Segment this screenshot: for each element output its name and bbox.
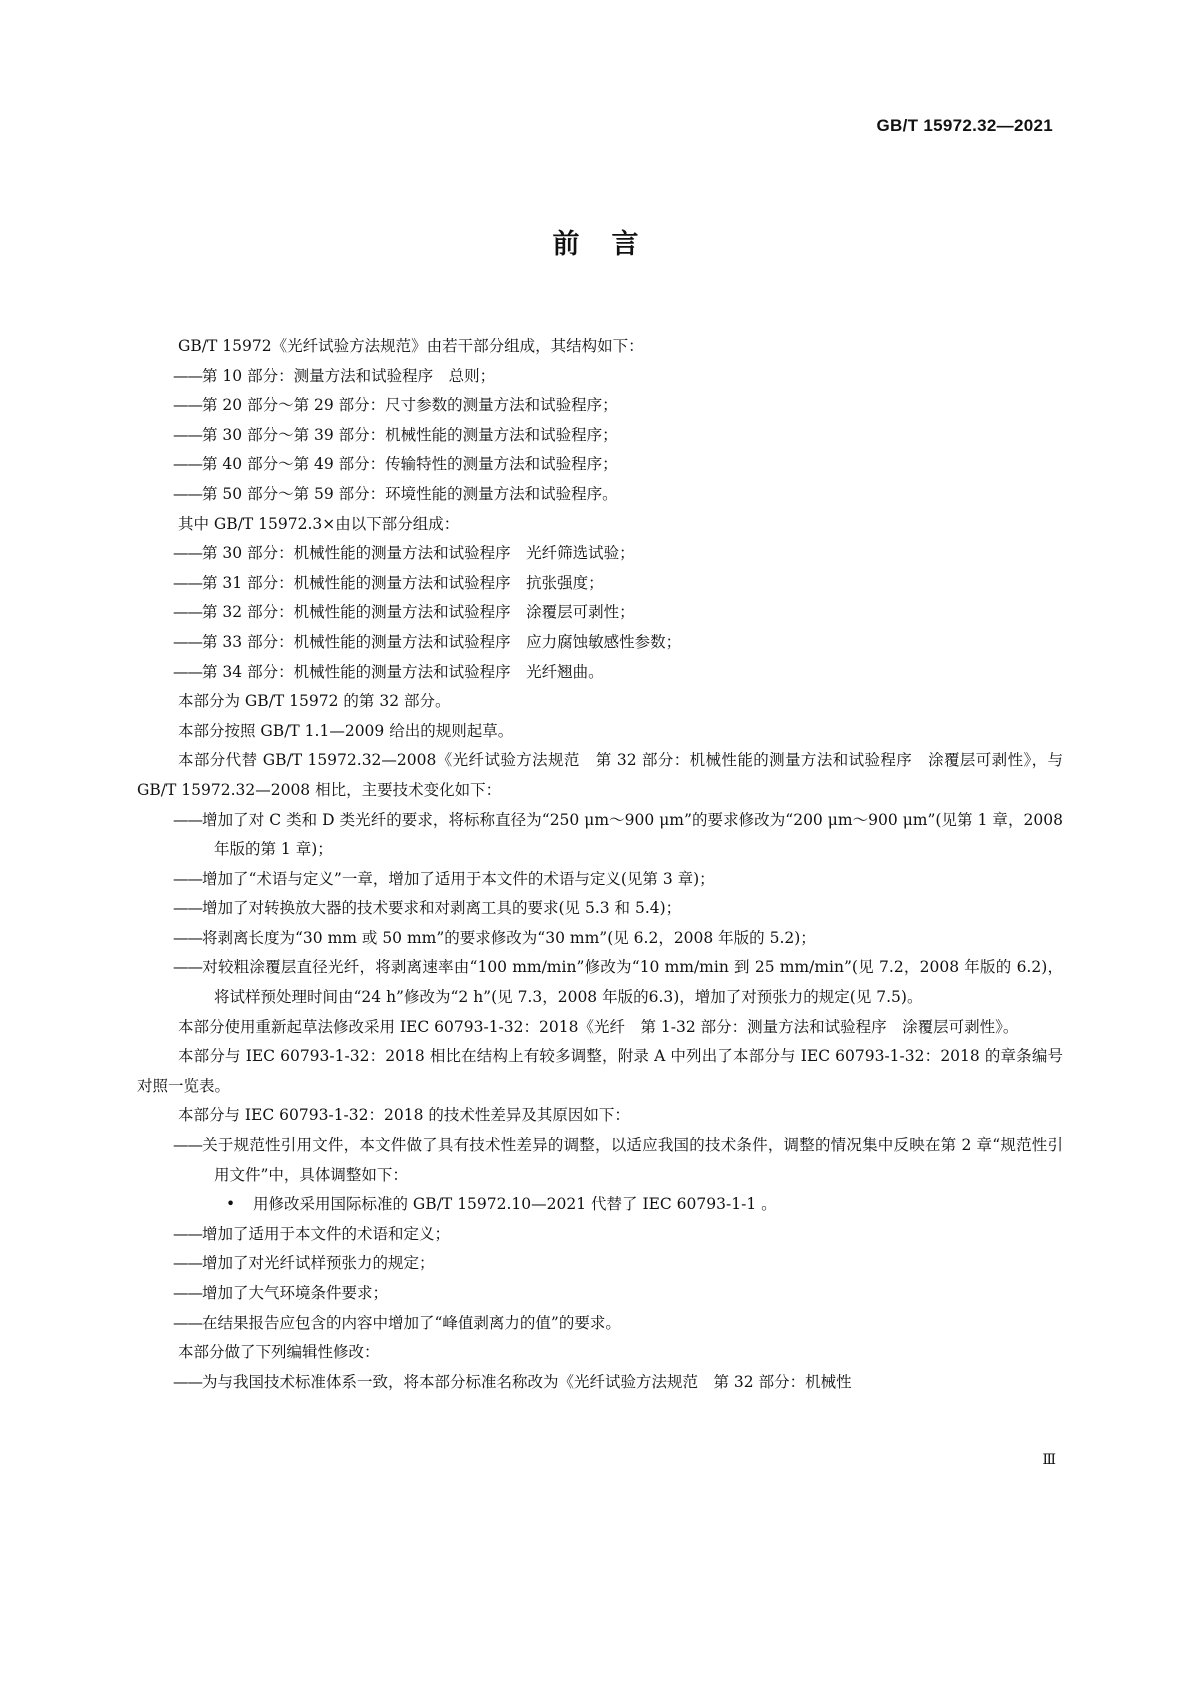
list-item: —— 在结果报告应包含的内容中增加了“峰值剥离力的值”的要求。 [137, 1309, 1063, 1339]
list-item: —— 第 34 部分：机械性能的测量方法和试验程序 光纤翘曲。 [137, 658, 1063, 688]
standard-number: GB/T 15972.32—2021 [876, 116, 1053, 135]
document-body [137, 332, 1063, 1397]
list-item: —— 为与我国技术标准体系一致，将本部分标准名称改为《光纤试验方法规范 第 32 部分：机械性 [137, 1368, 1063, 1398]
paragraph: 本部分按照 GB/T 1.1—2009 给出的规则起草。 [178, 721, 514, 740]
list-item: —— 第 32 部分：机械性能的测量方法和试验程序 涂覆层可剥性； [137, 598, 1063, 628]
list-item: —— 增加了对 C 类和 D 类光纤的要求，将标称直径为“250 μm～900 μm”的要求修改为“200 μm～900 μm”(见第 1 章，2008 年版的第 1 章)； [137, 806, 1063, 865]
paragraph: 本部分代替 GB/T 15972.32—2008《光纤试验方法规范 第 32 部分：机械性能的测量方法和试验程序 涂覆层可剥性》，与 GB/T 15972.32—2008 相比，主要技术变化如下： [137, 751, 1063, 799]
bullet-item [137, 1190, 1063, 1220]
list-item: —— 第 10 部分：测量方法和试验程序 总则； [137, 362, 1063, 392]
list-item: —— 第 33 部分：机械性能的测量方法和试验程序 应力腐蚀敏感性参数； [137, 628, 1063, 658]
list-item: —— 第 30 部分：机械性能的测量方法和试验程序 光纤筛选试验； [137, 539, 1063, 569]
paragraph: 本部分使用重新起草法修改采用 IEC 60793-1-32：2018《光纤 第 1-32 部分：测量方法和试验程序 涂覆层可剥性》。 [178, 1017, 1019, 1036]
list-item: —— 第 40 部分～第 49 部分：传输特性的测量方法和试验程序； [137, 450, 1063, 480]
bullet-text: 用修改采用国际标准的 GB/T 15972.10—2021 代替了 IEC 60793-1-1 。 [253, 1195, 777, 1214]
paragraph: 本部分与 IEC 60793-1-32：2018 相比在结构上有较多调整，附录 A 中列出了本部分与 IEC 60793-1-32：2018 的章条编号对照一览表。 [137, 1047, 1063, 1095]
list-item: —— 增加了适用于本文件的术语和定义； [137, 1220, 1063, 1250]
page-title: 前言 [552, 229, 671, 260]
list-item: —— 对较粗涂覆层直径光纤，将剥离速率由“100 mm/min”修改为“10 mm/min 到 25 mm/min”(见 7.2，2008 年版的 6.2)，将试样预处理时间由“24 h”修改为“2 h”(见 7.3，2008 年版的6.3)，增加了对预张力的规定(见 7.5)。 [137, 953, 1063, 1012]
list-item: —— 增加了大气环境条件要求； [137, 1279, 1063, 1309]
paragraph: 本部分做了下列编辑性修改： [178, 1343, 380, 1362]
paragraph: 本部分为 GB/T 15972 的第 32 部分。 [178, 692, 451, 711]
bullet-dot: • [226, 1195, 236, 1214]
list-item: —— 将剥离长度为“30 mm 或 50 mm”的要求修改为“30 mm”(见 6.2，2008 年版的 5.2)； [137, 924, 1063, 954]
paragraph: GB/T 15972《光纤试验方法规范》由若干部分组成，其结构如下： [178, 337, 644, 355]
list-item: —— 增加了对光纤试样预张力的规定； [137, 1249, 1063, 1279]
list-item: —— 第 50 部分～第 59 部分：环境性能的测量方法和试验程序。 [137, 480, 1063, 510]
list-item: —— 增加了“术语与定义”一章，增加了适用于本文件的术语与定义(见第 3 章)； [137, 865, 1063, 895]
paragraph: 其中 GB/T 15972.3×由以下部分组成： [178, 514, 460, 533]
paragraph: 本部分与 IEC 60793-1-32：2018 的技术性差异及其原因如下： [178, 1106, 630, 1125]
list-item: —— 关于规范性引用文件，本文件做了具有技术性差异的调整，以适应我国的技术条件，调整的情况集中反映在第 2 章“规范性引用文件”中，具体调整如下： [137, 1131, 1063, 1190]
list-item: —— 增加了对转换放大器的技术要求和对剥离工具的要求(见 5.3 和 5.4)； [137, 894, 1063, 924]
page-number: Ⅲ [1042, 1452, 1057, 1468]
list-item: —— 第 30 部分～第 39 部分：机械性能的测量方法和试验程序； [137, 421, 1063, 451]
list-item: —— 第 31 部分：机械性能的测量方法和试验程序 抗张强度； [137, 569, 1063, 599]
list-item: —— 第 20 部分～第 29 部分：尺寸参数的测量方法和试验程序； [137, 391, 1063, 421]
